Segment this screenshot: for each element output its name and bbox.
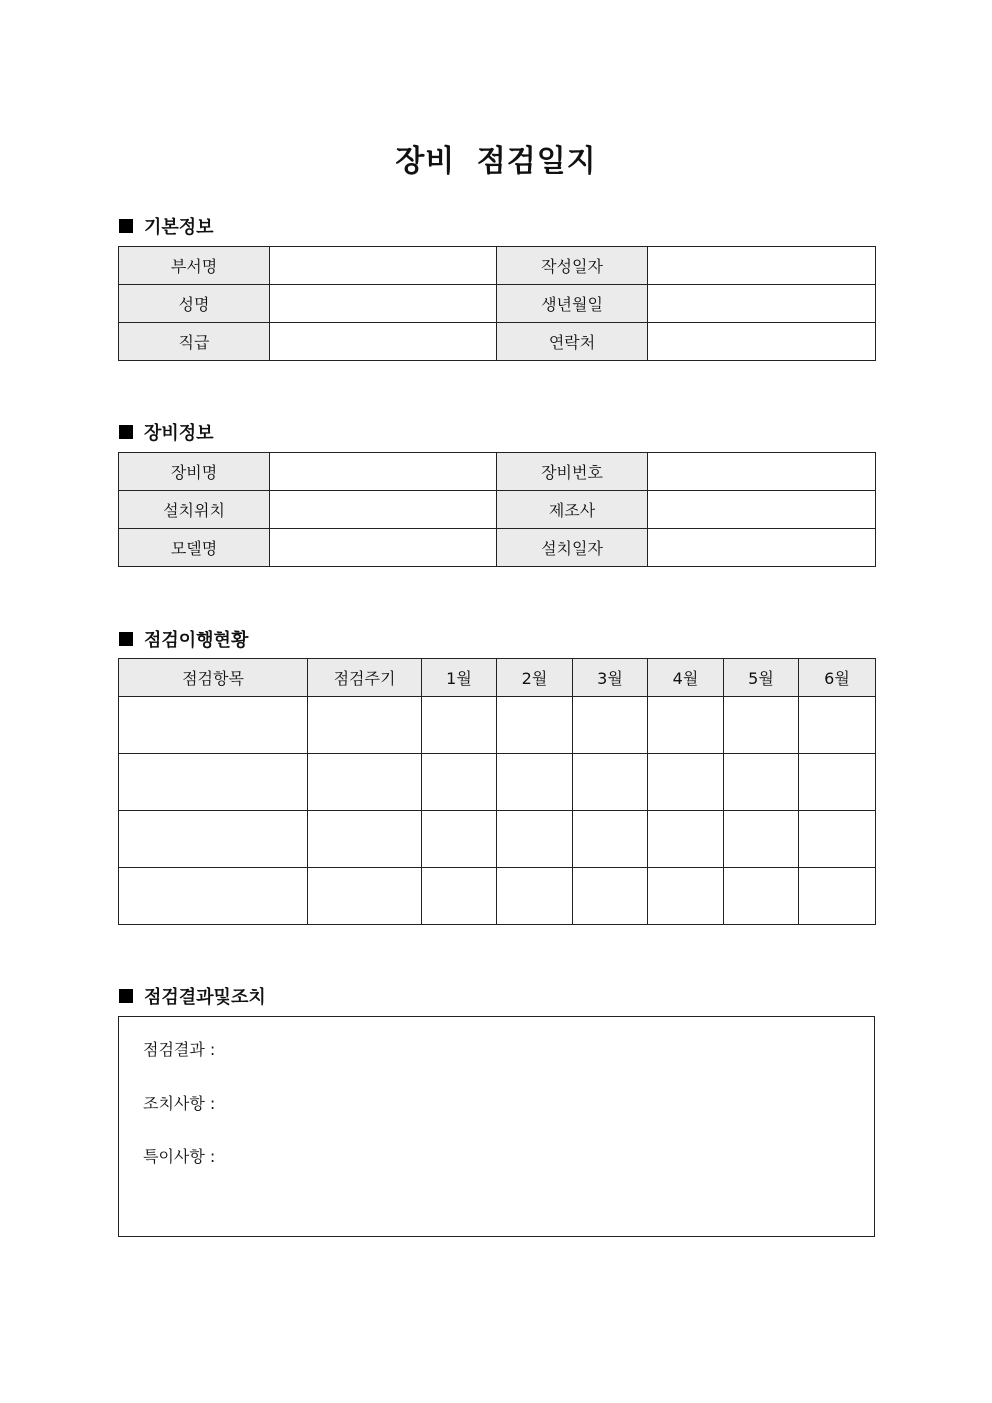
basic-info-table: [118, 246, 876, 361]
header-month-3: 3월: [573, 659, 648, 697]
label-name: 성명: [119, 285, 270, 323]
inspection-status-heading: [119, 626, 248, 652]
table-cell[interactable]: [799, 697, 876, 754]
header-inspection-item: 점검항목: [119, 659, 308, 697]
table-cell[interactable]: [724, 868, 799, 925]
equipment-number-field[interactable]: [648, 453, 876, 491]
table-cell[interactable]: [799, 811, 876, 868]
label-install-date: 설치일자: [497, 529, 648, 567]
birthdate-field[interactable]: [648, 285, 876, 323]
table-cell[interactable]: [422, 754, 497, 811]
table-cell[interactable]: [497, 754, 573, 811]
table-cell[interactable]: [573, 811, 648, 868]
equipment-name-field[interactable]: [270, 453, 497, 491]
header-month-4: 4월: [648, 659, 724, 697]
table-cell[interactable]: [724, 811, 799, 868]
table-row: [119, 754, 876, 811]
table-row: [119, 811, 876, 868]
table-cell[interactable]: [422, 697, 497, 754]
label-equipment-number: 장비번호: [497, 453, 648, 491]
label-department: 부서명: [119, 247, 270, 285]
install-location-field[interactable]: [270, 491, 497, 529]
action-taken-label: 조치사항 :: [143, 1094, 216, 1113]
square-bullet-icon: [119, 989, 133, 1003]
table-cell[interactable]: [724, 754, 799, 811]
table-cell[interactable]: [497, 868, 573, 925]
inspection-result-label: 점검결과 :: [143, 1040, 216, 1059]
position-field[interactable]: [270, 323, 497, 361]
table-cell[interactable]: [497, 697, 573, 754]
inspection-status-table: [118, 658, 876, 925]
square-bullet-icon: [119, 219, 133, 233]
table-cell[interactable]: [308, 868, 422, 925]
written-date-field[interactable]: [648, 247, 876, 285]
label-written-date: 작성일자: [497, 247, 648, 285]
equipment-info-heading-text: 장비정보: [144, 423, 214, 444]
table-cell[interactable]: [648, 697, 724, 754]
table-cell[interactable]: [119, 811, 308, 868]
table-cell[interactable]: [308, 754, 422, 811]
page-title: 장비 점검일지: [395, 144, 597, 179]
label-manufacturer: 제조사: [497, 491, 648, 529]
label-birthdate: 생년월일: [497, 285, 648, 323]
table-cell[interactable]: [308, 811, 422, 868]
header-month-6: 6월: [799, 659, 876, 697]
table-row: [119, 697, 876, 754]
table-cell[interactable]: [648, 754, 724, 811]
table-row: [119, 868, 876, 925]
table-cell[interactable]: [422, 811, 497, 868]
table-cell[interactable]: [422, 868, 497, 925]
table-cell[interactable]: [497, 811, 573, 868]
label-contact: 연락처: [497, 323, 648, 361]
table-cell[interactable]: [648, 868, 724, 925]
table-cell[interactable]: [573, 868, 648, 925]
basic-info-heading-text: 기본정보: [144, 217, 214, 238]
manufacturer-field[interactable]: [648, 491, 876, 529]
header-month-2: 2월: [497, 659, 573, 697]
table-cell[interactable]: [799, 754, 876, 811]
table-cell[interactable]: [724, 697, 799, 754]
department-field[interactable]: [270, 247, 497, 285]
table-cell[interactable]: [799, 868, 876, 925]
square-bullet-icon: [119, 425, 133, 439]
label-equipment-name: 장비명: [119, 453, 270, 491]
equipment-info-heading: [119, 419, 214, 445]
contact-field[interactable]: [648, 323, 876, 361]
name-field[interactable]: [270, 285, 497, 323]
basic-info-heading: [119, 213, 214, 239]
remarks-label: 특이사항 :: [143, 1147, 216, 1166]
table-cell[interactable]: [573, 754, 648, 811]
table-cell[interactable]: [308, 697, 422, 754]
table-cell[interactable]: [119, 754, 308, 811]
table-cell[interactable]: [573, 697, 648, 754]
result-action-heading-text: 점검결과및조치: [144, 987, 266, 1008]
square-bullet-icon: [119, 632, 133, 646]
table-cell[interactable]: [119, 868, 308, 925]
install-date-field[interactable]: [648, 529, 876, 567]
table-cell[interactable]: [648, 811, 724, 868]
header-inspection-cycle: 점검주기: [308, 659, 422, 697]
equipment-info-table: [118, 452, 876, 567]
table-cell[interactable]: [119, 697, 308, 754]
header-month-5: 5월: [724, 659, 799, 697]
result-action-heading: [119, 983, 266, 1009]
label-model-name: 모델명: [119, 529, 270, 567]
header-month-1: 1월: [422, 659, 497, 697]
inspection-status-heading-text: 점검이행현황: [144, 630, 249, 651]
label-install-location: 설치위치: [119, 491, 270, 529]
label-position: 직급: [119, 323, 270, 361]
model-name-field[interactable]: [270, 529, 497, 567]
result-action-box[interactable]: [118, 1016, 875, 1237]
